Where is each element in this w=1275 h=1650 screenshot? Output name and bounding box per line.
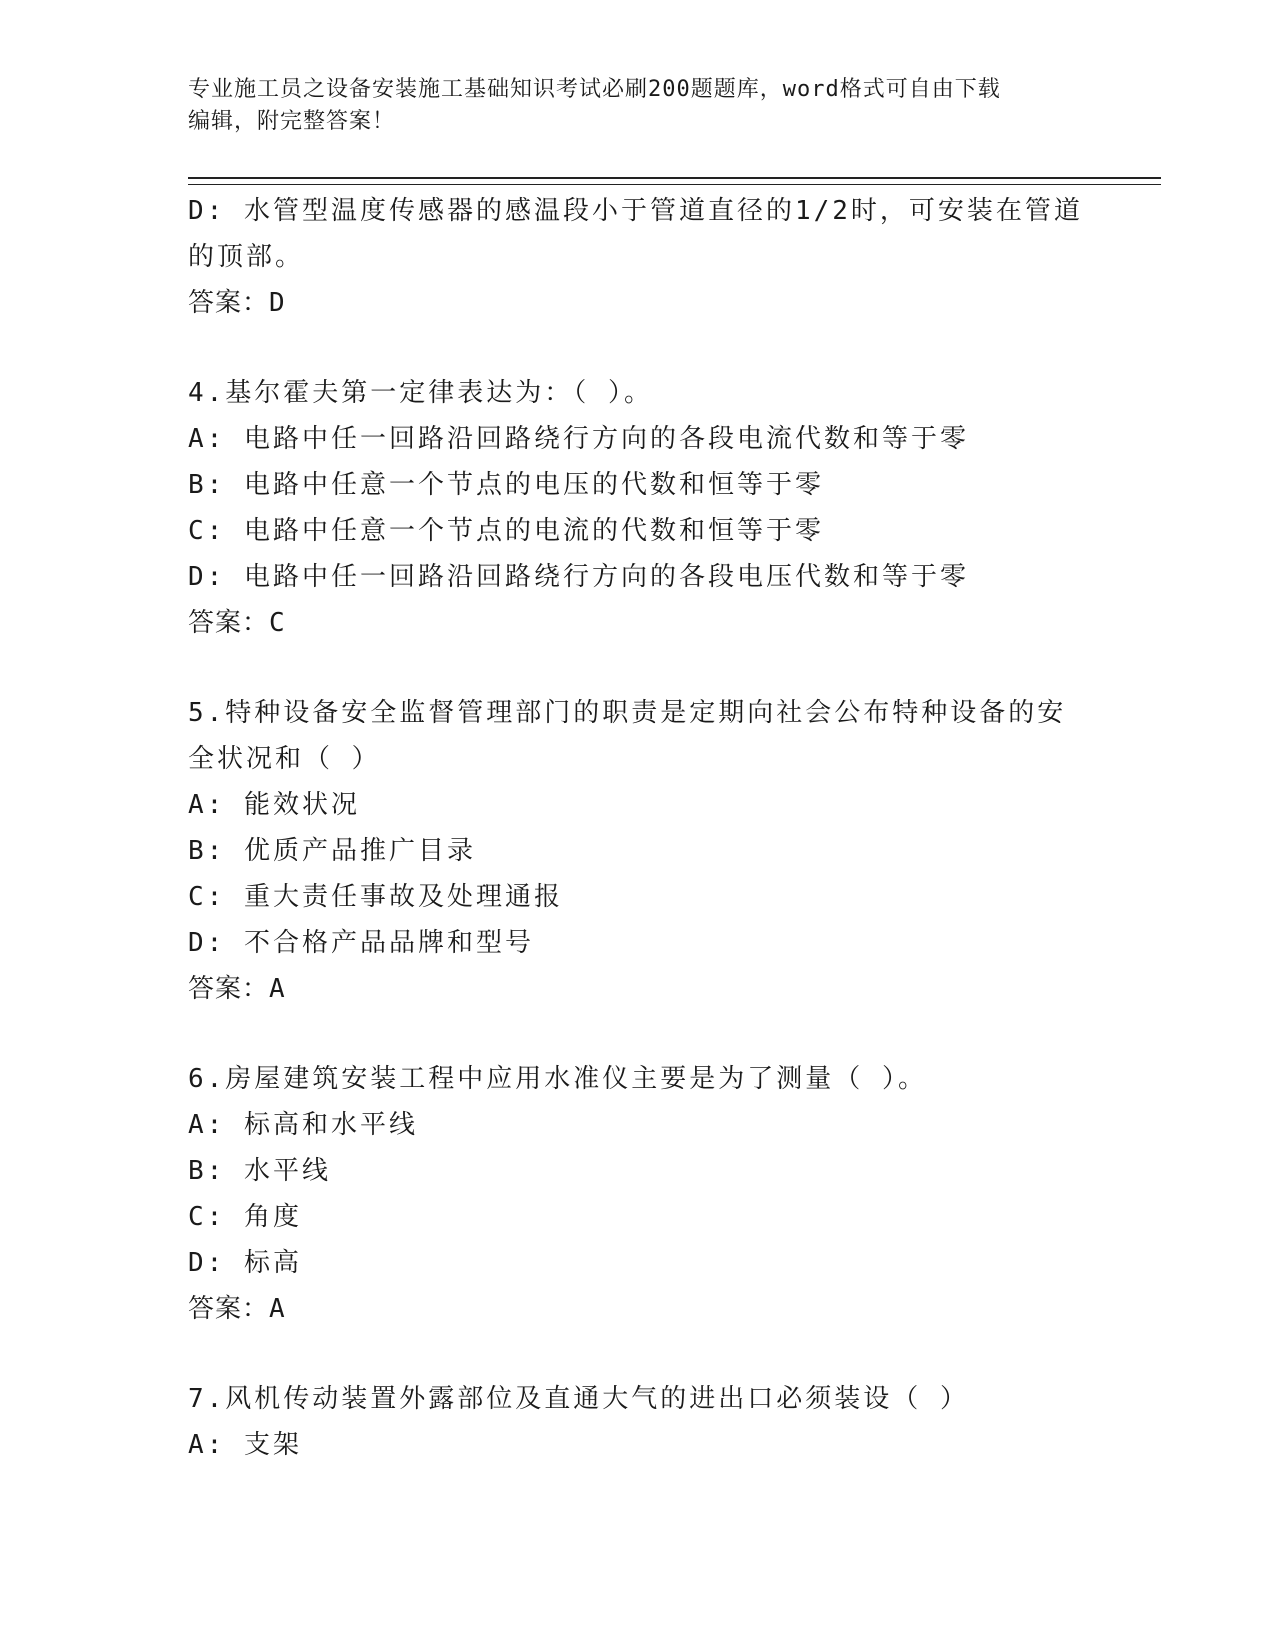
option-d: D: 标高 bbox=[188, 1248, 302, 1278]
option-b: B: 优质产品推广目录 bbox=[188, 836, 476, 866]
question-text: 6.房屋建筑安装工程中应用水准仪主要是为了测量（ ）。 bbox=[188, 1064, 927, 1094]
option-a: A: 能效状况 bbox=[188, 790, 360, 820]
answer-line: 答案：D bbox=[188, 288, 286, 318]
question-6 bbox=[188, 1056, 1088, 1332]
spacer bbox=[188, 1332, 1088, 1376]
document-header bbox=[188, 74, 1088, 138]
option-d: D: 水管型温度传感器的感温段小于管道直径的1/2时，可安装在管道 bbox=[188, 196, 1083, 226]
answer-line: 答案：C bbox=[188, 608, 286, 638]
option-d: D: 电路中任一回路沿回路绕行方向的各段电压代数和等于零 bbox=[188, 562, 969, 592]
option-a: A: 电路中任一回路沿回路绕行方向的各段电流代数和等于零 bbox=[188, 424, 969, 454]
header-title-line-1: 专业施工员之设备安装施工基础知识考试必刷200题题库，word格式可自由下载 bbox=[188, 77, 1001, 102]
question-3 bbox=[188, 188, 1088, 326]
question-4 bbox=[188, 370, 1088, 646]
answer-line: 答案：A bbox=[188, 1294, 286, 1324]
header-divider bbox=[188, 177, 1161, 185]
question-7 bbox=[188, 1376, 1088, 1468]
answer-line: 答案：A bbox=[188, 974, 286, 1004]
question-text: 4.基尔霍夫第一定律表达为：（ ）。 bbox=[188, 378, 653, 408]
option-d-continued: 的顶部。 bbox=[188, 242, 305, 272]
option-c: C: 电路中任意一个节点的电流的代数和恒等于零 bbox=[188, 516, 824, 546]
spacer bbox=[188, 1012, 1088, 1056]
question-list bbox=[188, 188, 1088, 1468]
question-text: 7.风机传动装置外露部位及直通大气的进出口必须装设（ ） bbox=[188, 1384, 969, 1414]
spacer bbox=[188, 646, 1088, 690]
option-c: C: 重大责任事故及处理通报 bbox=[188, 882, 563, 912]
option-d: D: 不合格产品品牌和型号 bbox=[188, 928, 534, 958]
option-b: B: 水平线 bbox=[188, 1156, 331, 1186]
question-5 bbox=[188, 690, 1088, 1012]
option-a: A: 标高和水平线 bbox=[188, 1110, 418, 1140]
spacer bbox=[188, 326, 1088, 370]
option-a: A: 支架 bbox=[188, 1430, 302, 1460]
header-title-line-2: 编辑，附完整答案！ bbox=[188, 109, 396, 134]
option-b: B: 电路中任意一个节点的电压的代数和恒等于零 bbox=[188, 470, 824, 500]
question-text-continued: 全状况和（ ） bbox=[188, 744, 381, 774]
question-text: 5.特种设备安全监督管理部门的职责是定期向社会公布特种设备的安 bbox=[188, 698, 1067, 728]
option-c: C: 角度 bbox=[188, 1202, 302, 1232]
